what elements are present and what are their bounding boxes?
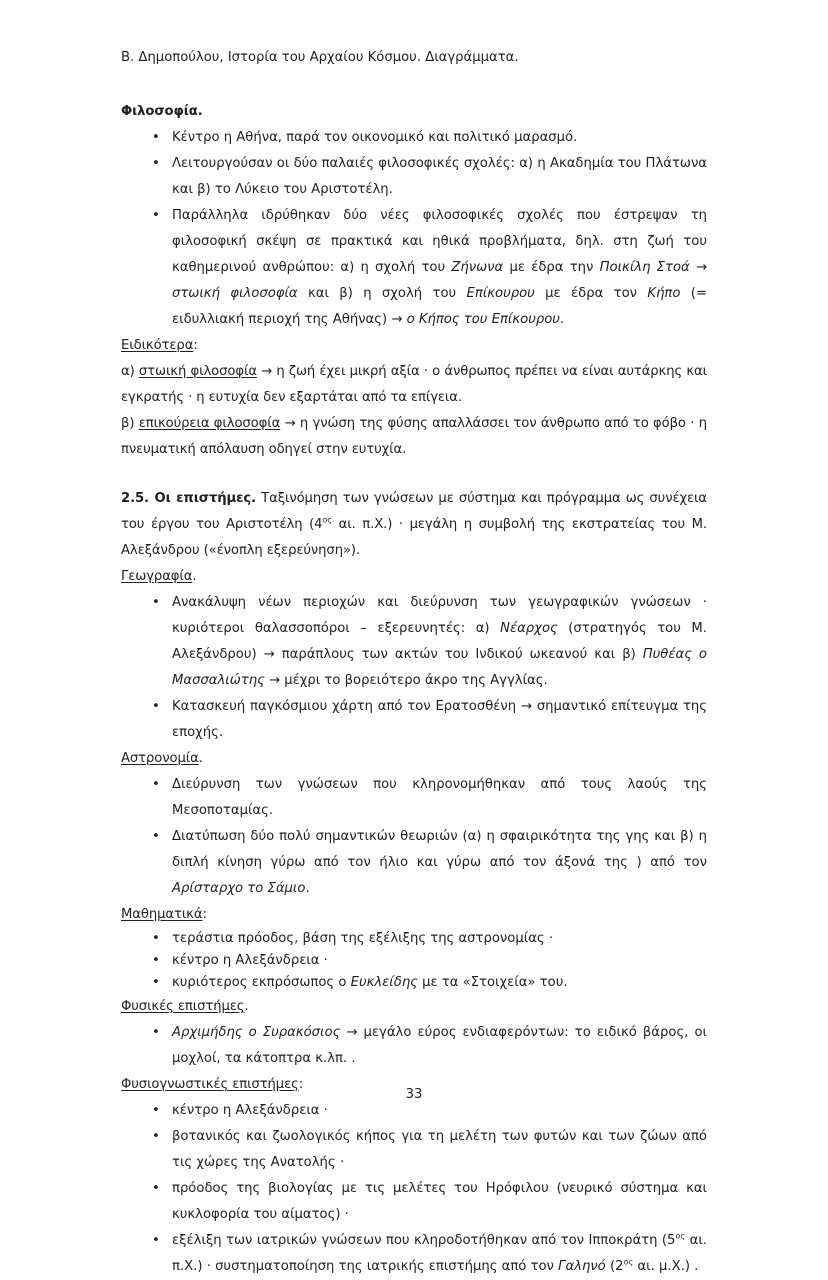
text-part: α) <box>121 364 139 379</box>
arrow-icon: → <box>520 699 537 714</box>
list-item <box>121 950 707 972</box>
bullet-text-part: (2 <box>605 1259 624 1274</box>
bullet-text: κέντρο η Αλεξάνδρεια · <box>172 1103 328 1118</box>
bullet-text-part: και β) η σχολή του <box>297 286 467 301</box>
page-number: 33 <box>405 1087 423 1102</box>
bullet-text-part: εξέλιξη των ιατρικών γνώσεων που κληροδοτήθηκαν από τον Ιπποκράτη (5 <box>172 1233 676 1248</box>
bullet-text-italic: Νέαρχος <box>500 621 558 636</box>
bullet-text-italic: στωική φιλοσοφία <box>172 286 298 301</box>
list-item <box>121 824 707 902</box>
text-part: αι. π.Χ.) · μεγάλη η συμβολή της εκστρατείας του Μ. Αλεξάνδρου («ένοπλη εξερεύνηση»). <box>121 517 707 558</box>
list-item <box>121 590 707 694</box>
text-part: η γνώση της φύσης απαλλάσσει τον άνθρωπο από το φόβο · η πνευματική απόλαυση οδηγεί στην ευτυχία. <box>121 416 708 457</box>
philosophy-heading: Φιλοσοφία. <box>121 104 203 119</box>
section-number-title: 2.5. Οι επιστήμες. <box>121 491 257 506</box>
bullet-text-italic: ο Κήπος του Επίκουρου <box>406 312 560 327</box>
underlined-label: Ειδικότερα <box>121 338 194 353</box>
arrow-icon: → <box>263 647 282 662</box>
list-item <box>121 972 707 994</box>
bullet-text-italic: Πυθέας ο Μασσαλιώτης <box>172 647 708 688</box>
label-suffix: : <box>298 1077 304 1092</box>
bullet-text-part: παράπλους των ακτών του Ινδικού ωκεανού και β) <box>281 647 643 662</box>
label-suffix: : <box>202 907 207 922</box>
bullet-text-part: (στρατηγός του Μ. Αλεξάνδρου) <box>172 621 707 662</box>
bullet-text-part: αι. π.Χ.) · συστηματοποίηση της ιατρικής επιστήμης από τον <box>172 1233 707 1274</box>
list-item <box>121 694 707 746</box>
bullet-text: κέντρο η Αλεξάνδρεια · <box>172 953 328 968</box>
physical-sciences-label <box>121 994 707 1020</box>
bullet-text-part: με τα «Στοιχεία» του. <box>417 975 568 990</box>
label-suffix: : <box>193 338 198 353</box>
arrow-icon: → <box>280 416 300 431</box>
list-item <box>121 1020 707 1072</box>
superscript-ordinal: ος <box>322 514 333 525</box>
bullet-text-part: με έδρα τον <box>534 286 648 301</box>
philosophy-bullet-list <box>121 125 707 333</box>
list-item <box>121 203 707 333</box>
astronomy-label <box>121 746 707 772</box>
bullet-text-italic: Ποικίλη Στοά <box>599 260 690 275</box>
astronomy-bullet-list <box>121 772 707 902</box>
bullet-text-part: (= ειδυλλιακή περιοχή της Αθήνας) <box>172 286 707 327</box>
bullet-text-part: Ανακάλυψη νέων περιοχών και διεύρυνση των γεωγραφικών γνώσεων · κυριότεροι θαλασσοπόροι – εξερευνητές: α) <box>172 595 707 636</box>
bullet-text-part: μέχρι το βορειότερο άκρο της Αγγλίας. <box>284 673 548 688</box>
arrow-icon: → <box>256 364 277 379</box>
philosophy-detail-b <box>121 411 707 463</box>
document-header: Β. Δημοπούλου, Ιστορία του Αρχαίου Κόσμου. Διαγράμματα. <box>121 50 519 65</box>
bullet-text-italic: Αρίσταρχο το Σάμιο <box>172 881 306 896</box>
spacer <box>121 463 707 486</box>
bullet-text-italic: Γαληνό <box>558 1259 606 1274</box>
list-item <box>121 1176 707 1228</box>
bullet-text: Κέντρο η Αθήνα, παρά τον οικονομικό και πολιτικό μαρασμό. <box>172 130 578 145</box>
bullet-text-italic: Επίκουρου <box>466 286 535 301</box>
bullet-text-italic: Κήπο <box>647 286 681 301</box>
label-suffix: . <box>192 569 197 584</box>
text-part: η ζωή έχει μικρή αξία · ο άνθρωπος πρέπει να είναι αυτάρκης και εγκρατής · η ευτυχία δεν εξαρτάται από τα επίγεια. <box>121 364 708 405</box>
underlined-label: Γεωγραφία <box>121 569 193 584</box>
bullet-text-part: με έδρα την <box>503 260 600 275</box>
underlined-label: Αστρονομία <box>121 751 199 766</box>
philosophy-detail-label <box>121 333 707 359</box>
list-item <box>121 151 707 203</box>
bullet-text-part: . <box>559 312 565 327</box>
spacer <box>121 67 707 99</box>
text-part: Ταξινόμηση των γνώσεων με σύστημα και πρόγραμμα ως συνέχεια του έργου του Αριστοτέλη (4 <box>121 491 707 532</box>
sciences-intro <box>121 486 707 564</box>
geography-bullet-list <box>121 590 707 746</box>
bullet-text-part: αι. μ.Χ.) . <box>633 1259 699 1274</box>
bullet-text-part: Παράλληλα ιδρύθηκαν δύο νέες φιλοσοφικές σχολές που έστρεψαν τη φιλοσοφική σκέψη σε πρακτικά και ηθικά προβλήματα, δηλ. στη ζωή του καθημερινού ανθρώπου: α) η σχολή του <box>172 208 707 275</box>
bullet-text-part: Κατασκευή παγκόσμιου χάρτη από τον Ερατοσθένη <box>172 699 521 714</box>
arrow-icon: → <box>391 312 407 327</box>
bullet-text-part: κυριότερος εκπρόσωπος ο <box>172 975 351 990</box>
bullet-text: Λειτουργούσαν οι δύο παλαιές φιλοσοφικές σχολές: α) η Ακαδημία του Πλάτωνα και β) το Λύκειο του Αριστοτέλη. <box>172 156 707 197</box>
bullet-text: βοτανικός και ζωολογικός κήπος για τη μελέτη των φυτών και των ζώων από τις χώρες της Ανατολής · <box>172 1129 707 1170</box>
underlined-label: Φυσιογνωστικές επιστήμες <box>121 1077 299 1092</box>
bullet-text: τεράστια πρόοδος, βάση της εξέλιξης της αστρονομίας · <box>172 931 554 946</box>
bullet-text-italic: Αρχιμήδης ο Συρακόσιος <box>172 1025 341 1040</box>
list-item <box>121 772 707 824</box>
underlined-term: στωική φιλοσοφία <box>138 364 257 379</box>
text-part: β) <box>121 416 139 431</box>
list-item <box>121 1124 707 1176</box>
bullet-text-part: σημαντικό επίτευγμα της εποχής. <box>172 699 707 740</box>
bullet-text-italic: Ευκλείδης <box>350 975 418 990</box>
superscript-ordinal: ος <box>675 1230 686 1241</box>
list-item <box>121 125 707 151</box>
underlined-label: Μαθηματικά <box>121 907 203 922</box>
geography-label <box>121 564 707 590</box>
arrow-icon: → <box>689 260 707 275</box>
physical-sciences-bullet-list <box>121 1020 707 1072</box>
label-suffix: . <box>244 999 249 1014</box>
bullet-text-part: Διατύπωση δύο πολύ σημαντικών θεωριών (α) η σφαιρικότητα της γης και β) η διπλή κίνηση γύρω από τον ήλιο και γύρω από τον άξονά της ) από τον <box>172 829 707 870</box>
arrow-icon: → <box>340 1025 364 1040</box>
bullet-text-part: μεγάλο εύρος ενδιαφερόντων: το ειδικό βάρος, οι μοχλοί, τα κάτοπτρα κ.λπ. . <box>172 1025 707 1066</box>
philosophy-detail-a <box>121 359 707 411</box>
bullet-text: πρόοδος της βιολογίας με τις μελέτες του Ηρόφιλου (νευρικό σύστημα και κυκλοφορία του αίματος) · <box>172 1181 707 1222</box>
natural-sciences-bullet-list <box>121 1098 707 1280</box>
bullet-text: Διεύρυνση των γνώσεων που κληρονομήθηκαν από τους λαούς της Μεσοποταμίας. <box>172 777 707 818</box>
superscript-ordinal: ος <box>623 1256 634 1267</box>
bullet-text-italic: Ζήνωνα <box>451 260 504 275</box>
bullet-text-part: . <box>305 881 310 896</box>
underlined-term: επικούρεια φιλοσοφία <box>138 416 281 431</box>
list-item <box>121 928 707 950</box>
mathematics-bullet-list <box>121 928 707 994</box>
mathematics-label <box>121 902 707 928</box>
arrow-icon: → <box>264 673 285 688</box>
underlined-label: Φυσικές επιστήμες <box>121 999 245 1014</box>
label-suffix: . <box>198 751 203 766</box>
list-item <box>121 1228 707 1280</box>
